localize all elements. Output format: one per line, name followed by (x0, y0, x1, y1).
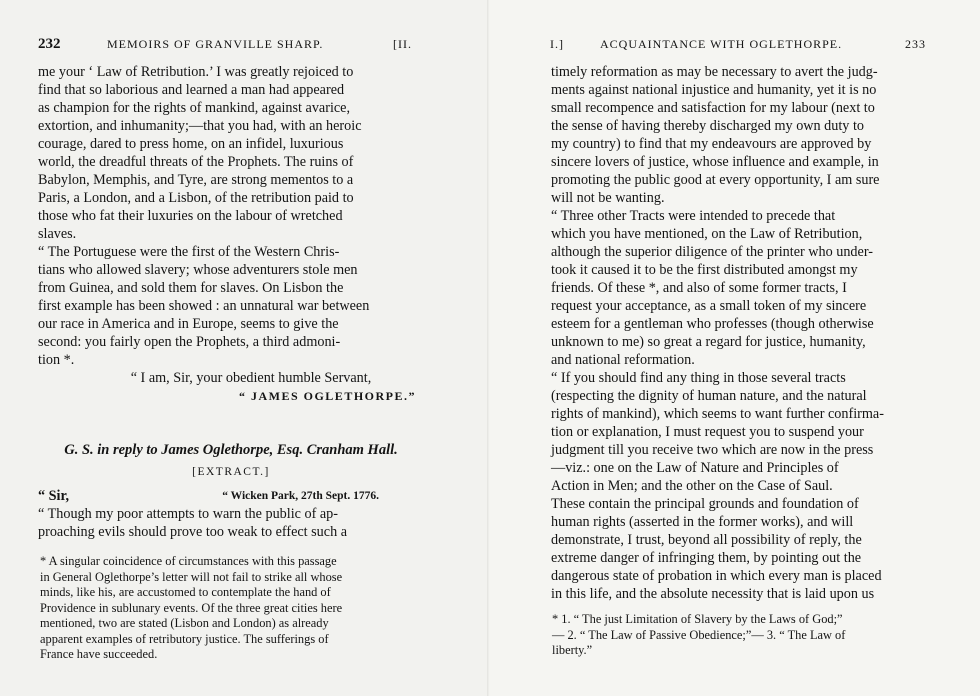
text-line: which you have mentioned, on the Law of Retribution, (551, 226, 863, 242)
paragraph-retribution (38, 63, 424, 243)
text-line: sincere lovers of justice, whose influence and example, in (551, 154, 879, 170)
text-line: Babylon, Memphis, and Tyre, are strong mementos to a (38, 172, 354, 188)
right-section-mark: I.] (550, 37, 564, 51)
text-line: promoting the public good at every opportunity, I am sure (551, 172, 880, 188)
left-running-title: MEMOIRS OF GRANVILLE SHARP. (107, 37, 324, 51)
text-line: courage, dared to press home, on an infidel, luxurious (38, 136, 344, 152)
footnote-line: in General Oglethorpe’s letter will not fail to strike all whose (40, 569, 343, 584)
text-line: ments against national injustice and humanity, yet it is no (551, 82, 877, 98)
footnote-line: * 1. “ The just Limitation of Slavery by the Laws of God;” (552, 612, 843, 626)
footnote-line: minds, like his, are accustomed to contemplate the hand of (40, 585, 331, 599)
left-page-number: 232 (38, 36, 61, 52)
text-line: tians who allowed slavery; whose adventurers stole men (38, 262, 358, 278)
text-line: demonstrate, I trust, beyond all possibility of reply, the (551, 532, 862, 548)
text-line: took it caused it to be the first distributed amongst my (551, 262, 858, 278)
footnote-line: — 2. “ The Law of Passive Obedience;”— 3. “ The Law of (552, 627, 846, 642)
text-line: Paris, a London, and a Lisbon, of the retribution paid to (38, 190, 354, 206)
text-line: timely reformation as may be necessary to avert the judg- (551, 64, 878, 80)
left-body-text (38, 63, 424, 541)
text-line: Action in Men; and the other on the Case of Saul. (551, 478, 833, 494)
left-footnote (40, 554, 426, 663)
text-line: These contain the principal grounds and foundation of (551, 496, 859, 512)
text-line: friends. Of these *, and also of some former tracts, I (551, 280, 847, 296)
text-line: —viz.: one on the Law of Nature and Principles of (551, 460, 839, 476)
text-line: rights of mankind), which seems to want further confirma- (551, 406, 884, 422)
text-line: extreme danger of infringing them, by pointing out the (551, 550, 862, 566)
right-footnote (552, 612, 942, 659)
text-line: extortion, and inhumanity;—that you had, with an heroic (38, 118, 362, 134)
text-line: dangerous state of probation in which every man is placed (551, 568, 882, 584)
letter-date: “ Wicken Park, 27th Sept. 1776. (222, 490, 379, 502)
text-line: “ Three other Tracts were intended to precede that (551, 208, 836, 224)
paragraph-reply (38, 505, 424, 541)
text-line: our race in America and in Europe, seems to give the (38, 316, 339, 332)
paragraph-reformation (551, 63, 938, 207)
text-line: small recompence and satisfaction for my labour (next to (551, 100, 875, 116)
text-line: me your ‘ Law of Retribution.’ I was greatly rejoiced to (38, 64, 354, 80)
text-line: request your acceptance, as a small token of my sincere (551, 298, 867, 314)
text-line: those who fat their luxuries on the labour of wretched (38, 208, 343, 224)
text-line: “ If you should find any thing in those several tracts (551, 370, 846, 386)
salutation: “ Sir, (38, 488, 70, 504)
footnote-line: * A singular coincidence of circumstances with this passage (40, 554, 337, 568)
text-line: esteem for a gentleman who professes (though otherwise (551, 316, 874, 332)
text-line: “ The Portuguese were the first of the Western Chris- (38, 244, 340, 260)
text-line: the sense of having thereby discharged my own duty to (551, 118, 864, 134)
text-line: “ Though my poor attempts to warn the public of ap- (38, 506, 338, 522)
text-line: proaching evils should prove too weak to effect such a (38, 524, 348, 540)
footnote-line: Providence in sublunary events. Of the three great cities here (40, 600, 343, 615)
left-section-mark: [II. (393, 37, 412, 51)
footnote-line: mentioned, two are stated (Lisbon and London) as already (40, 616, 329, 630)
footnote-line: apparent examples of retributory justice. The sufferings of (40, 631, 329, 646)
letter-signature: “ JAMES OGLETHORPE.” (238, 389, 416, 403)
text-line: human rights (asserted in the former works), and will (551, 514, 854, 530)
text-line: my country) to find that my endeavours are approved by (551, 136, 872, 152)
text-line: in this life, and the absolute necessity that is laid upon us (551, 586, 875, 602)
footnote-line: liberty.” (552, 643, 593, 657)
text-line: world, the dreadful threats of the Prophets. The ruins of (38, 154, 354, 170)
text-line: find that so laborious and learned a man had appeared (38, 82, 345, 98)
text-line: and national reformation. (551, 352, 695, 368)
text-line: first example has been showed : an unnatural war between (38, 298, 370, 314)
right-page (490, 0, 980, 696)
text-line: unknown to me) so great a regard for justice, humanity, (551, 334, 866, 350)
footnote-line: France have succeeded. (40, 647, 158, 661)
salutation-line (38, 487, 424, 505)
text-line: from Guinea, and sold them for slaves. On Lisbon the (38, 280, 344, 296)
text-line: second: you fairly open the Prophets, a third admoni- (38, 334, 341, 350)
text-line: (respecting the dignity of human nature, and the natural (551, 388, 867, 404)
right-running-title: ACQUAINTANCE WITH OGLETHORPE. (600, 37, 843, 51)
text-line: although the superior diligence of the printer who under- (551, 244, 873, 260)
extract-label: [EXTRACT.] (192, 466, 270, 478)
section-heading: G. S. in reply to James Oglethorpe, Esq. Cranham Hall. (64, 442, 398, 458)
text-line: tion *. (38, 352, 75, 368)
right-body-text (551, 63, 938, 603)
paragraph-tracts (551, 207, 938, 369)
text-line: will not be wanting. (551, 190, 665, 206)
paragraph-portuguese (38, 243, 424, 369)
text-line: as champion for the rights of mankind, against avarice, (38, 100, 351, 116)
letter-signoff: “ I am, Sir, your obedient humble Servant, (130, 370, 372, 386)
paragraph-further-tracts (551, 369, 938, 603)
right-page-number: 233 (905, 37, 926, 51)
text-line: tion or explanation, I must request you to suspend your (551, 424, 864, 440)
text-line: slaves. (38, 226, 77, 242)
text-line: judgment till you receive two which are now in the press (551, 442, 874, 458)
